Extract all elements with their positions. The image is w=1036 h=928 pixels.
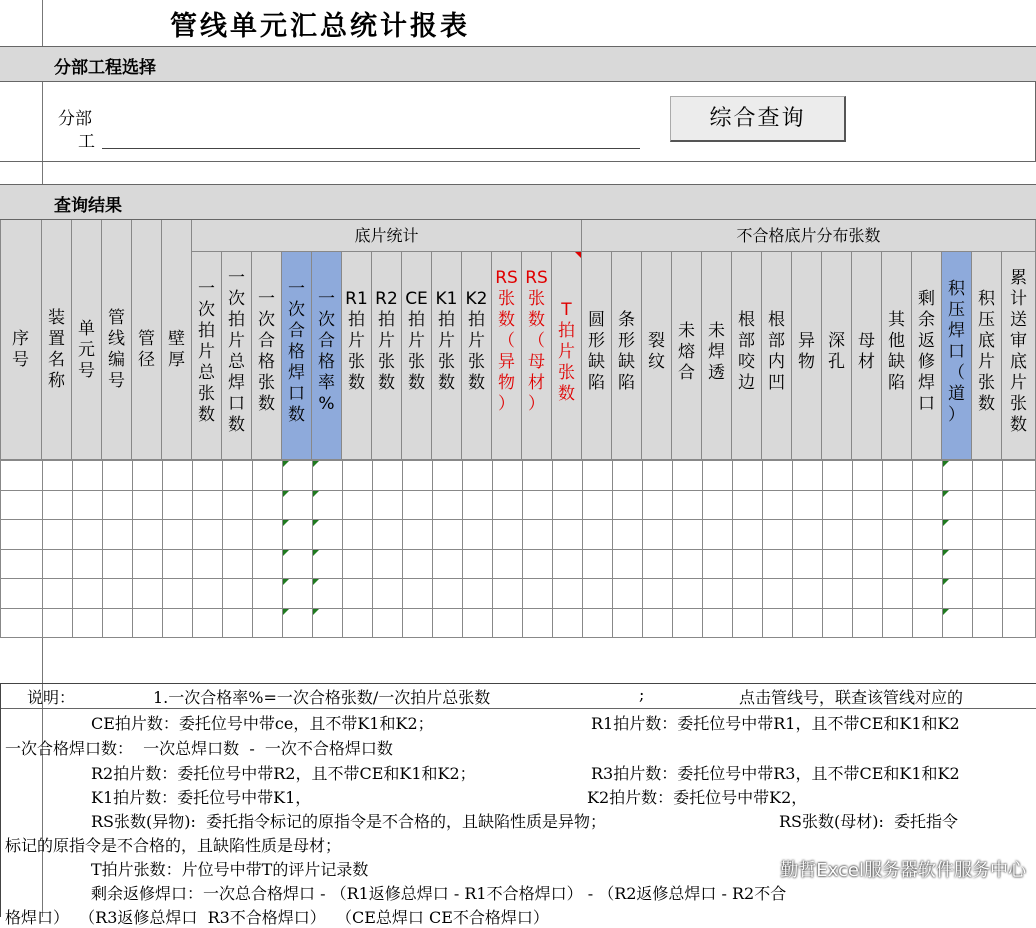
column-header-label: K2 拍 片 张 数: [465, 289, 488, 393]
note-rs-foreign: RS张数(异物): 委托指令标记的原指令是不合格的，且缺陷性质是异物；: [91, 812, 607, 831]
column-header[interactable]: [72, 220, 102, 460]
watermark-text: 勤哲Excel服务器软件服务中心: [780, 860, 1026, 881]
column-header[interactable]: [372, 252, 402, 460]
column-header[interactable]: [402, 252, 432, 460]
column-header[interactable]: [702, 252, 732, 460]
column-header[interactable]: [972, 252, 1002, 460]
column-header[interactable]: [462, 252, 492, 460]
table-row[interactable]: [0, 490, 1036, 520]
column-header-label: 单 元 号: [78, 318, 95, 381]
note-k2: K2拍片数：委托位号中带K2，: [587, 788, 808, 807]
note-remaining-repair-cont: 格焊口） （R3返修总焊口 R3不合格焊口） （CE总焊口 CE不合格焊口）: [5, 908, 549, 927]
column-header[interactable]: [552, 252, 582, 460]
note-rs-base: RS张数(母材): 委托指令: [779, 812, 959, 831]
note-k1: K1拍片数：委托位号中带K1，: [91, 788, 312, 807]
column-header-label: R1 拍 片 张 数: [345, 289, 368, 393]
column-header-label: 异 物: [798, 331, 815, 372]
column-header[interactable]: [312, 252, 342, 460]
column-header-label: 一 次 合 格 张 数: [258, 289, 275, 414]
results-table: [0, 220, 1036, 632]
table-row[interactable]: [0, 519, 1036, 549]
column-header[interactable]: [432, 252, 462, 460]
cell-comment-icon: [283, 520, 289, 526]
cell-comment-icon: [313, 461, 319, 467]
column-header-label: 圆 形 缺 陷: [588, 310, 605, 393]
column-header[interactable]: [0, 220, 42, 460]
table-row[interactable]: [0, 460, 1036, 490]
group-header-film-stats: 底片统计: [192, 220, 582, 252]
column-header-label: 其 他 缺 陷: [888, 310, 905, 393]
note-first-pass-welds: 一次合格焊口数： 一次总焊口数 - 一次不合格焊口数: [5, 739, 393, 758]
column-header[interactable]: [1002, 252, 1036, 460]
division-label-line1: 分部: [58, 109, 92, 129]
column-header-label: RS 张 数 （ 异 物 ）: [495, 268, 518, 414]
division-label-line2: 工: [78, 132, 95, 152]
column-header-label: T 拍 片 张 数: [558, 299, 575, 404]
cell-comment-icon: [283, 609, 289, 615]
cell-comment-icon: [283, 491, 289, 497]
table-row[interactable]: [0, 578, 1036, 608]
column-header[interactable]: [282, 252, 312, 460]
group-header-defect-distribution: 不合格底片分布张数: [582, 220, 1036, 252]
column-header[interactable]: [942, 252, 972, 460]
column-header-label: 壁 厚: [168, 329, 185, 370]
column-header-label: RS 张 数 （ 母 材 ）: [525, 268, 548, 414]
column-header[interactable]: [612, 252, 642, 460]
notes-heading: 说明：: [27, 688, 76, 707]
note-rs-base-cont: 标记的原指令是不合格的，且缺陷性质是母材；: [5, 836, 342, 855]
section-select-header: [0, 46, 1036, 82]
cell-comment-icon: [313, 491, 319, 497]
column-header-label: CE 拍 片 张 数: [405, 289, 428, 393]
section-result-header: [0, 184, 1036, 220]
query-button[interactable]: 综合查询: [670, 96, 846, 142]
cell-comment-icon: [943, 550, 949, 556]
column-header[interactable]: [762, 252, 792, 460]
column-header[interactable]: [912, 252, 942, 460]
column-header[interactable]: [582, 252, 612, 460]
column-header[interactable]: [42, 220, 72, 460]
column-header-label: 装 置 名 称: [48, 308, 65, 391]
column-header[interactable]: [162, 220, 192, 460]
column-header-label: 未 焊 透: [708, 320, 725, 383]
column-header-label: 积 压 底 片 张 数: [978, 289, 995, 414]
cell-comment-icon: [943, 461, 949, 467]
column-header-label: 积 压 焊 口 （ 道 ）: [948, 278, 965, 425]
comment-marker-icon: [575, 252, 581, 258]
cell-comment-icon: [283, 550, 289, 556]
column-header-label: 剩 余 返 修 焊 口: [918, 289, 935, 414]
section-result-title: 查询结果: [54, 196, 122, 216]
note-click-hint: 点击管线号，联查该管线对应的: [739, 688, 964, 707]
note-ce: CE拍片数：委托位号中带ce，且不带K1和K2；: [91, 714, 434, 733]
column-header-label: 未 熔 合: [678, 320, 695, 383]
table-row[interactable]: [0, 549, 1036, 579]
cell-comment-icon: [313, 550, 319, 556]
note-remaining-repair: 剩余返修焊口：一次总合格焊口 - （R1返修总焊口 - R1不合格焊口） - （R2返修总焊口 - R2不合: [91, 884, 787, 903]
cell-comment-icon: [313, 579, 319, 585]
column-header-label: 母 材: [858, 331, 875, 372]
column-header-label: 条 形 缺 陷: [618, 310, 635, 393]
column-header-label: 一 次 合 格 焊 口 数: [288, 278, 305, 425]
column-header-label: 一 次 拍 片 总 张 数: [198, 278, 215, 425]
section-select-title: 分部工程选择: [54, 58, 156, 78]
column-header[interactable]: [492, 252, 522, 460]
cell-comment-icon: [313, 520, 319, 526]
column-header[interactable]: [732, 252, 762, 460]
column-header-label: 一 次 合 格 率 %: [318, 289, 335, 414]
page-title: 管线单元汇总统计报表: [170, 11, 470, 42]
table-row[interactable]: [0, 608, 1036, 638]
section-select-panel: [0, 82, 1036, 162]
column-header-label: K1 拍 片 张 数: [435, 289, 458, 393]
column-header-label: 裂 纹: [648, 331, 665, 372]
column-header[interactable]: [252, 252, 282, 460]
column-header[interactable]: [672, 252, 702, 460]
column-header[interactable]: [222, 252, 252, 460]
column-header[interactable]: [792, 252, 822, 460]
column-header-label: 一 次 拍 片 总 焊 口 数: [228, 268, 245, 435]
column-header-label: R2 拍 片 张 数: [375, 289, 398, 393]
cell-comment-icon: [943, 609, 949, 615]
cell-comment-icon: [283, 461, 289, 467]
note-r1: R1拍片数：委托位号中带R1，且不带CE和K1和K2: [591, 714, 960, 733]
column-header[interactable]: [522, 252, 552, 460]
cell-comment-icon: [943, 520, 949, 526]
column-header[interactable]: [132, 220, 162, 460]
column-header-label: 根 部 咬 边: [738, 310, 755, 393]
note-t: T拍片张数：片位号中带T的评片记录数: [91, 860, 369, 879]
cell-comment-icon: [943, 491, 949, 497]
note-r2: R2拍片数：委托位号中带R2，且不带CE和K1和K2；: [91, 764, 476, 783]
column-header[interactable]: [642, 252, 672, 460]
column-header[interactable]: [102, 220, 132, 460]
column-header-label: 管 线 编 号: [108, 308, 125, 391]
column-header[interactable]: [882, 252, 912, 460]
cell-comment-icon: [943, 579, 949, 585]
column-header-label: 深 孔: [828, 331, 845, 372]
column-header[interactable]: [192, 252, 222, 460]
cell-comment-icon: [283, 579, 289, 585]
column-header-label: 管 径: [138, 329, 155, 370]
cell-comment-icon: [313, 609, 319, 615]
note-separator: ;: [639, 685, 645, 704]
division-input[interactable]: [102, 148, 640, 149]
note-pass-rate: 1.一次合格率%=一次合格张数/一次拍片总张数: [153, 688, 491, 707]
note-r3: R3拍片数：委托位号中带R3，且不带CE和K1和K2: [591, 764, 960, 783]
column-header[interactable]: [852, 252, 882, 460]
column-header[interactable]: [822, 252, 852, 460]
column-header-label: 根 部 内 凹: [768, 310, 785, 393]
column-header-label: 序 号: [12, 329, 29, 370]
column-header[interactable]: [342, 252, 372, 460]
column-header-label: 累 计 送 审 底 片 张 数: [1010, 268, 1027, 435]
